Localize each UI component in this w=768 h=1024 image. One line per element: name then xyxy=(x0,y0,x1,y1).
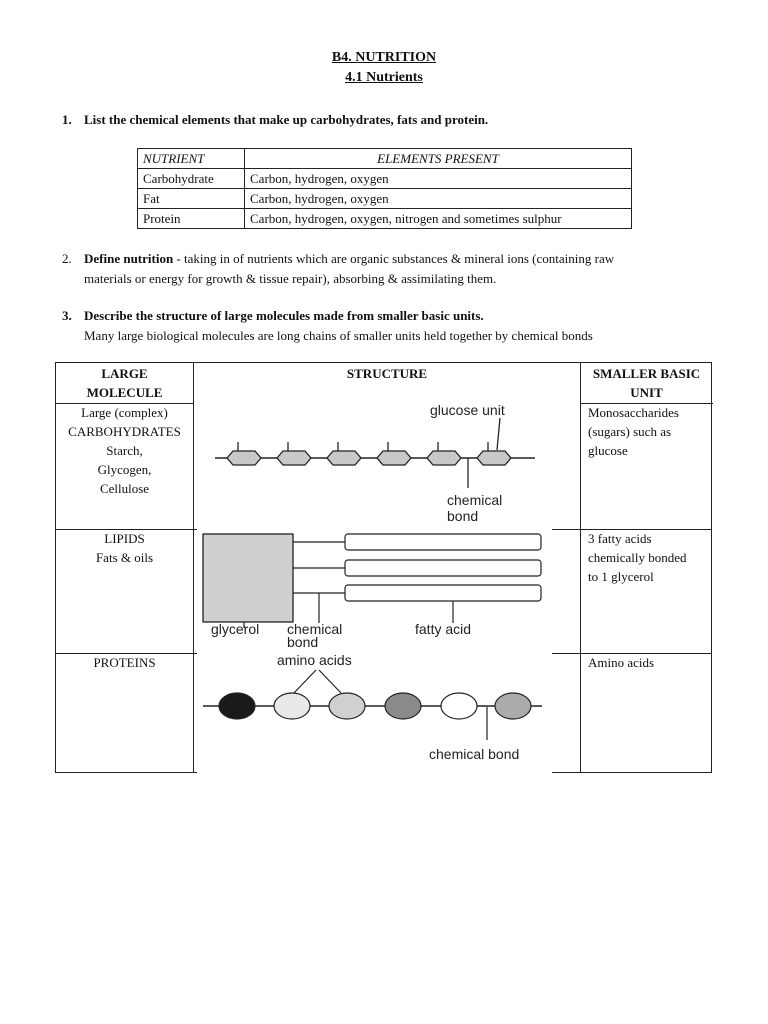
protein-chain-diagram xyxy=(203,652,542,762)
nutrient-table-header xyxy=(138,149,632,169)
glucose-unit-shape xyxy=(327,451,361,465)
fatty-acid-chain xyxy=(345,560,541,576)
amino-acids-label: amino acids xyxy=(277,652,352,668)
amino-acid-light xyxy=(274,693,310,719)
fatty-acid-chain xyxy=(345,585,541,601)
question-2-number: 2. xyxy=(62,251,72,266)
lipids-unit-cell: 3 fatty acids chemically bonded to 1 glycerol xyxy=(588,531,687,584)
glucose-unit-shape xyxy=(227,451,261,465)
amino-acid-mid xyxy=(385,693,421,719)
table-row xyxy=(138,169,632,189)
question-3 xyxy=(62,306,593,346)
question-1-number: 1. xyxy=(62,112,72,127)
elements-cell: Carbon, hydrogen, oxygen xyxy=(245,189,632,209)
glucose-unit-label: glucose unit xyxy=(430,402,505,418)
glycerol-block xyxy=(203,534,293,622)
page-title: B4. NUTRITION xyxy=(331,50,437,65)
question-2-line1: - taking in of nutrients which are organic substances & mineral ions (containing raw xyxy=(173,251,615,266)
fatty-acid-label: fatty acid xyxy=(415,621,472,637)
question-3-subtext: Many large biological molecules are long chains of smaller units held together by chemical bonds xyxy=(84,328,593,343)
chemical-bond-label: chemical xyxy=(447,492,503,508)
page-subtitle: 4.1 Nutrients xyxy=(345,70,423,85)
nutrient-cell: Fat xyxy=(138,189,245,209)
elements-cell: Carbon, hydrogen, oxygen, nitrogen and sometimes sulphur xyxy=(245,209,632,229)
lipid-bond-label: chemical xyxy=(287,621,343,637)
nutrient-cell: Carbohydrate xyxy=(138,169,245,189)
elements-header: ELEMENTS PRESENT xyxy=(245,149,632,169)
table-row xyxy=(138,189,632,209)
question-2-term: Define nutrition xyxy=(84,251,174,266)
large-molecule-header: LARGE MOLECULE xyxy=(86,366,163,400)
chemical-bond-label-2: bond xyxy=(447,508,479,524)
smaller-unit-header: SMALLER BASIC UNIT xyxy=(592,366,701,400)
glycerol-label: glycerol xyxy=(211,621,260,637)
glucose-unit-shape xyxy=(477,451,511,465)
question-1 xyxy=(62,112,488,128)
lipids-cell: LIPIDS Fats & oils xyxy=(95,531,154,565)
proteins-cell: PROTEINS xyxy=(93,655,156,670)
question-2 xyxy=(62,249,722,289)
amino-acid-white xyxy=(441,693,477,719)
structure-diagrams xyxy=(197,400,552,776)
question-2-line2: materials or energy for growth & tissue repair), absorbing & assimilating them. xyxy=(84,271,497,286)
glucose-unit-shape xyxy=(377,451,411,465)
elements-cell: Carbon, hydrogen, oxygen xyxy=(245,169,632,189)
amino-acid-grey-2 xyxy=(495,693,531,719)
glucose-unit-shape xyxy=(427,451,461,465)
protein-bond-label: chemical bond xyxy=(429,746,520,762)
carbohydrates-unit-cell: Monosaccharides (sugars) such as glucose xyxy=(588,405,679,458)
fatty-acid-chain xyxy=(345,534,541,550)
glucose-unit-shape xyxy=(277,451,311,465)
question-1-text: List the chemical elements that make up carbohydrates, fats and protein. xyxy=(84,112,489,127)
structure-header: STRUCTURE xyxy=(346,366,428,381)
question-3-text: Describe the structure of large molecules made from smaller basic units. xyxy=(84,308,484,323)
amino-acid-dark xyxy=(219,693,255,719)
table-row xyxy=(138,209,632,229)
carbohydrates-cell: Large (complex) CARBOHYDRATES Starch, Glycogen, Cellulose xyxy=(68,405,181,496)
lipid-diagram xyxy=(203,534,541,650)
carbohydrate-chain-diagram xyxy=(215,402,535,524)
lipid-bond-label-2: bond xyxy=(287,634,319,650)
proteins-unit-cell: Amino acids xyxy=(588,655,655,670)
nutrient-table xyxy=(137,148,632,229)
amino-acid-grey xyxy=(329,693,365,719)
nutrient-cell: Protein xyxy=(138,209,245,229)
question-3-number: 3. xyxy=(62,308,72,323)
nutrient-header: NUTRIENT xyxy=(138,149,245,169)
